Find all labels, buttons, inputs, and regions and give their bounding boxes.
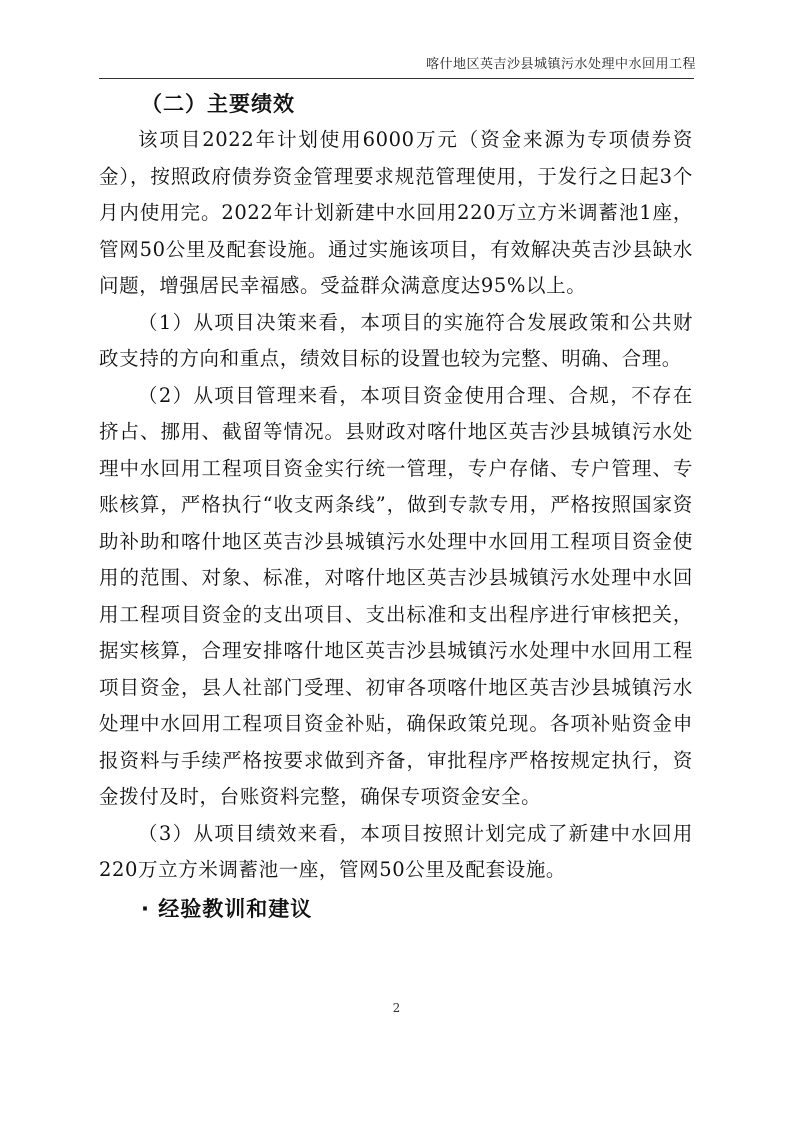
body-text [99,86,693,927]
paragraph-decision: （1）从项目决策来看，本项目的实施符合发展政策和公共财政支持的方向和重点，绩效目标的设置也较为完整、明确、合理。 [99,310,693,370]
next-section-heading: · 经验教训和建议 [141,896,313,921]
header-rule [99,78,694,79]
paragraph-summary: 该项目2022年计划使用6000万元（资金来源为专项债券资金），按照政府债券资金管理要求规范管理使用，于发行之日起3个月内使用完。2022年计划新建中水回用220万立方米调蓄池1座，管网50公里及配套设施。通过实施该项目，有效解决英吉沙县缺水问题，增强居民幸福感。受益群众满意度达95%以上。 [99,128,693,297]
header-title: 喀什地区英吉沙县城镇污水处理中水回用工程 [425,57,696,72]
paragraph-performance: （3）从项目绩效来看，本项目按照计划完成了新建中水回用220万立方米调蓄池一座，管网50公里及配套设施。 [99,821,693,881]
page-number: 2 [392,1001,401,1015]
paragraph-management: （2）从项目管理来看，本项目资金使用合理、合规，不存在挤占、挪用、截留等情况。县财政对喀什地区英吉沙县城镇污水处理中水回用工程项目资金实行统一管理，专户存储、专户管理、专账核算，严格执行“收支两条线”，做到专款专用，严格按照国家资助补助和喀什地区英吉沙县城镇污水处理中水回用工程项目资金使用的范围、对象、标准，对喀什地区英吉沙县城镇污水处理中水回用工程项目资金的支出项目、支出标准和支出程序进行审核把关，据实核算，合理安排喀什地区英吉沙县城镇污水处理中水回用工程项目资金，县人社部门受理、初审各项喀什地区英吉沙县城镇污水处理中水回用工程项目资金补贴，确保政策兑现。各项补贴资金申报资料与手续严格按要求做到齐备，审批程序严格按规定执行，资金拨付及时，台账资料完整，确保专项资金安全。 [99,383,693,808]
section-heading: （二）主要绩效 [141,92,295,116]
